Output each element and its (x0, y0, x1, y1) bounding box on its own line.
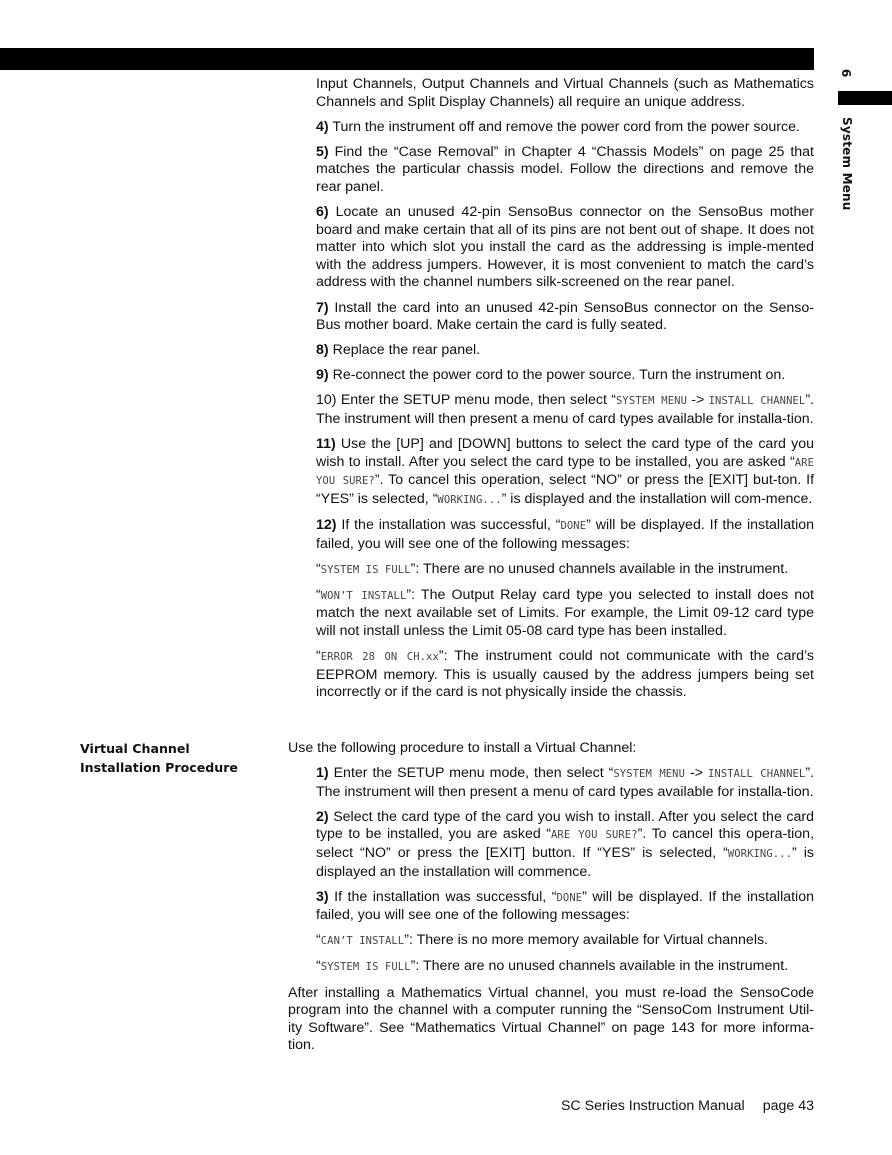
step-6 (316, 204, 814, 292)
display-text: WORKING... (727, 847, 793, 860)
step-number: 9) (316, 367, 329, 384)
step-4 (316, 119, 814, 137)
section-intro: Use the following procedure to install a Virtual Channel: (288, 740, 637, 756)
chapter-tab-marker (838, 91, 892, 105)
vstep-3: 3) If the installation was successful, “DONE” will be displayed. If the installation failed, you will see one of the following messages: (316, 888, 814, 924)
page-footer (500, 1098, 814, 1114)
step-number: 3) (316, 888, 329, 905)
section-heading: Virtual Channel Installation Procedure (80, 741, 238, 775)
step-10: 10) Enter the SETUP menu mode, then select “SYSTEM MENU -> INSTALL CHANNEL”. The instrument will then present a menu of card types available for installa-tion. (316, 392, 815, 427)
step-7 (316, 300, 814, 335)
virtual-channel-section (288, 740, 814, 1062)
display-text: ERROR 28 ON CH.xx (320, 651, 439, 664)
step-text: Re-connect the power cord to the power source. Turn the instrument on. (332, 367, 786, 384)
header-bar (0, 48, 814, 70)
step-number: 12) (316, 516, 337, 533)
display-text: DONE (560, 519, 587, 532)
display-text: INSTALL CHANNEL (708, 395, 806, 408)
message-system-full: “SYSTEM IS FULL”: There are no unused channels available in the instrument. (316, 560, 789, 577)
display-text: SYSTEM IS FULL (320, 961, 411, 974)
message-system-full: “SYSTEM IS FULL”: There are no unused channels available in the instrument. (316, 958, 789, 975)
display-text: SYSTEM MENU (615, 395, 687, 408)
step-12: 12) If the installation was successful, “DONE” will be displayed. If the installation failed, you will see one of the following messages: (316, 516, 814, 552)
step-number: 8) (316, 342, 329, 359)
step-text: Install the card into an unused 42-pin SensoBus connector on the Senso-Bus mother board. Make certain the card is fully seated. (316, 299, 814, 334)
step-number: 5) (316, 143, 329, 160)
step-text: Locate an unused 42-pin SensoBus connector on the SensoBus mother board and make certain that all of its pins are not bent out of shape. It does not matter into which slot you install the card as the addressing is imple-mented with the address jumpers. However, it is most convenient to match the card’s address with the channel numbers silk-screened on the rear panel. (316, 204, 814, 291)
message-error-28: “ERROR 28 ON CH.xx”: The instrument could not communicate with the card’s EEPROM memory. This is usually caused by the address jumpers being set incorrectly or if the card is not physically inside the chassis. (316, 648, 814, 701)
step-text: Replace the rear panel. (332, 342, 481, 359)
step-9 (316, 367, 814, 385)
display-text: WON’T INSTALL (320, 589, 407, 602)
closing-paragraph: After installing a Mathematics Virtual channel, you must re-load the SensoCode program into the channel with a computer running the “SensoCom Instrument Util-ity Software”. See “Mathematics Virtual Channel” on page 143 for more informa-tion. (288, 984, 814, 1054)
display-text: SYSTEM MENU (613, 768, 686, 781)
step-8 (316, 342, 814, 360)
step-5 (316, 144, 814, 197)
chapter-label: System Menu (840, 117, 854, 211)
step-text: Find the “Case Removal” in Chapter 4 “Chassis Models” on page 25 that matches the particular chassis model. Follow the directions and remove the rear panel. (316, 143, 814, 195)
message-wont-install: “WON’T INSTALL”: The Output Relay card type you selected to install does not match the next available set of Limits. For example, the Limit 09-12 card type will not install unless the Limit 05-08 card type has been installed. (316, 586, 814, 639)
step-number: 1) (316, 765, 329, 782)
step-number: 2) (316, 808, 329, 825)
vstep-2: 2) Select the card type of the card you wish to install. After you select the card type to be installed, you are asked “ARE YOU SURE?”. To cancel this opera-tion, select “NO” or press the [EXIT] button. If “YES” is selected, “WORKING...” is displayed an the installation will commence. (316, 808, 815, 880)
display-text: ARE YOU SURE? (316, 456, 814, 488)
display-text: DONE (556, 891, 583, 904)
display-text: SYSTEM IS FULL (320, 563, 411, 576)
step-number: 6) (316, 204, 329, 221)
page-number: page 43 (762, 1098, 814, 1114)
display-text: INSTALL CHANNEL (707, 768, 806, 781)
step-text: Turn the instrument off and remove the power cord from the power source. (332, 118, 800, 135)
display-text: WORKING... (437, 493, 502, 506)
step-number: 11) (316, 436, 336, 453)
message-cant-install: “CAN’T INSTALL”: There is no more memory available for Virtual channels. (316, 932, 769, 949)
step-number: 7) (316, 299, 329, 316)
chapter-number: 6 (839, 68, 853, 78)
step-11: 11) Use the [UP] and [DOWN] buttons to select the card type of the card you wish to install. After you select the card type to be installed, you are asked “ARE YOU SURE?”. To cancel this operation, select “NO” or press the [EXIT] but-ton. If “YES” is selected, “WORKING...” is displayed and the installation will com-mence. (316, 436, 815, 507)
display-text: CAN’T INSTALL (320, 935, 405, 948)
vstep-1: 1) Enter the SETUP menu mode, then select “SYSTEM MENU -> INSTALL CHANNEL”. The instrument will then present a menu of card types available for installa-tion. (316, 765, 815, 800)
manual-title: SC Series Instruction Manual (560, 1098, 745, 1114)
display-text: ARE YOU SURE? (551, 829, 638, 842)
main-content (316, 76, 814, 709)
step-number: 4) (316, 118, 329, 135)
paragraph-address: Input Channels, Output Channels and Virtual Channels (such as Mathematics Channels and Split Display Channels) all require an unique address. (316, 76, 814, 110)
